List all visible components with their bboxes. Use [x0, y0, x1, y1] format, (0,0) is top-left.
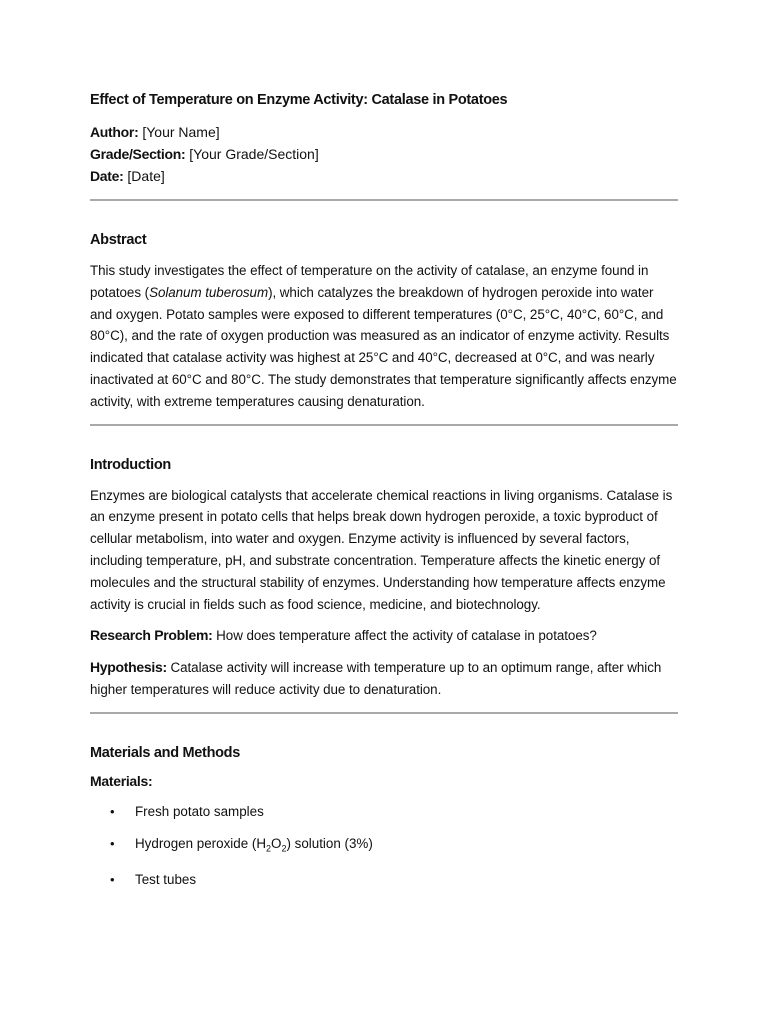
list-item-text	[135, 835, 373, 854]
research-problem-label: Research Problem:	[90, 627, 213, 644]
date-value: [Date]	[127, 168, 165, 184]
list-item	[90, 801, 678, 823]
materials-list	[90, 801, 678, 892]
materials-label: Materials:	[90, 772, 153, 789]
date-label: Date:	[90, 168, 124, 184]
abstract-text-1: This study investigates the effect of temperature on the activity of catalase, an enzyme found in potatoes (	[90, 263, 649, 300]
abstract-text-2: ), which catalyzes the breakdown of hydrogen peroxide into water and oxygen. Potato samples were exposed to different temperatures (0°C, 25°C, 40°C, 60°C, and 80°C), and the rate of oxygen production was measured as an indicator of enzyme activity. Results indicated that catalase activity was highest at 25°C and 40°C, decreased at 0°C, and was nearly inactivated at 60°C and 80°C. The study demonstrates that temperature significantly affects enzyme activity, with extreme temperatures causing denaturation.	[90, 284, 677, 409]
list-item-text-a: Hydrogen peroxide (H	[135, 835, 266, 851]
grade-value: [Your Grade/Section]	[189, 146, 319, 162]
bullet-icon: •	[110, 872, 115, 888]
list-item-text-o: O	[271, 835, 282, 851]
abstract-species: Solanum tuberosum	[149, 284, 269, 300]
divider-2	[90, 424, 678, 426]
bullet-icon: •	[110, 803, 115, 819]
author-label: Author:	[90, 124, 139, 140]
research-problem	[90, 625, 678, 647]
document-body	[90, 92, 678, 901]
list-item	[90, 833, 678, 860]
introduction-heading: Introduction	[90, 456, 171, 473]
bullet-icon: •	[110, 835, 115, 851]
grade-label: Grade/Section:	[90, 146, 186, 162]
introduction-text: Enzymes are biological catalysts that accelerate chemical reactions in living organisms. Catalase is an enzyme present in potato cells that helps break down hydrogen peroxide, a toxic byproduct of cellular metabolism, into water and oxygen. Enzyme activity is influenced by several factors, including temperature, pH, and substrate concentration. Temperature affects the kinetic energy of molecules and the structural stability of enzymes. Understanding how temperature affects enzyme activity is crucial in fields such as food science, medicine, and biotechnology.	[90, 487, 673, 612]
list-item-text-b: ) solution (3%)	[286, 835, 373, 851]
divider-3	[90, 712, 678, 714]
abstract-heading: Abstract	[90, 232, 147, 248]
list-item-text: Fresh potato samples	[135, 803, 264, 819]
author-value: [Your Name]	[142, 124, 220, 140]
hypothesis	[90, 657, 678, 701]
abstract-text	[90, 260, 678, 413]
grade-line	[90, 143, 678, 165]
subscript-2: 2	[266, 843, 272, 854]
list-item-text: Test tubes	[135, 872, 197, 888]
research-problem-text: How does temperature affect the activity of catalase in potatoes?	[212, 628, 597, 644]
divider-1	[90, 199, 678, 201]
hypothesis-label: Hypothesis:	[90, 659, 167, 676]
methods-heading: Materials and Methods	[90, 744, 241, 761]
author-line	[90, 121, 678, 143]
hypothesis-text: Catalase activity will increase with temperature up to an optimum range, after which higher temperatures will reduce activity due to denaturation.	[90, 660, 662, 697]
subscript-2: 2	[281, 843, 287, 854]
document-title: Effect of Temperature on Enzyme Activity: Catalase in Potatoes	[90, 92, 508, 108]
date-line	[90, 165, 678, 187]
list-item	[90, 869, 678, 891]
